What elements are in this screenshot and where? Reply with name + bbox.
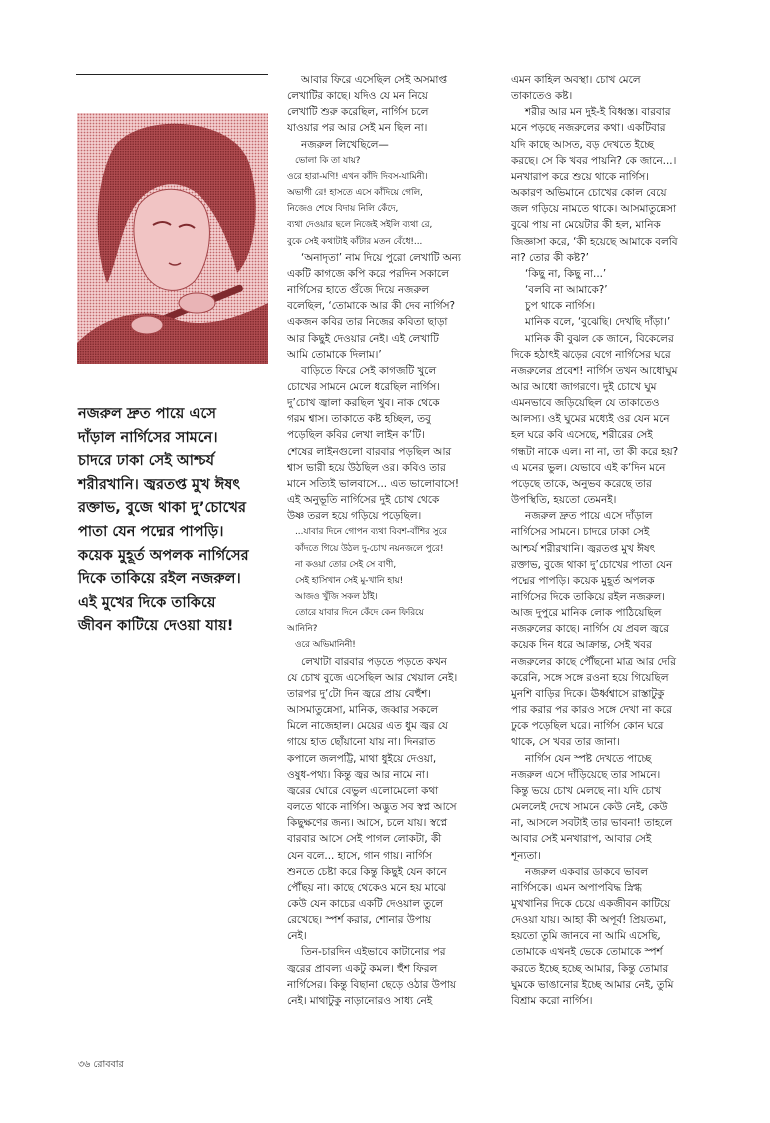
text-line: ওষুধ-পথ্য। কিন্তু জ্বর আর নামে না। bbox=[287, 768, 429, 781]
text-line: লেখাটির কাছে। যদিও যে মন নিয়ে bbox=[287, 90, 428, 103]
text-line: লেখাটি শুরু করেছিল, নার্গিস চলে bbox=[287, 106, 429, 119]
text-line: আমি তোমাকে দিলাম।’ bbox=[287, 348, 382, 361]
text-line: দিকে হঠাৎই ঝড়ের বেগে নার্গিসের ঘরে bbox=[511, 348, 671, 361]
text-line: নজরুল লিখেছিলে— bbox=[301, 138, 389, 151]
text-line: মুখখানির দিকে চেয়ে একজীবন কাটিয়ে bbox=[511, 897, 671, 910]
poem-line: অভাগী রে! হাসতে এসে কাঁদিয়ে গেলি, bbox=[287, 188, 423, 199]
text-line: হল ঘরে কবি এসেছে, শরীরের সেই bbox=[511, 429, 653, 442]
poem-line: সেই হাসিখান সেই মু-খানি হায়! bbox=[295, 575, 404, 586]
text-line: ‘কিছু না, কিছু না...’ bbox=[525, 267, 607, 280]
text-line: মুনশি বাড়ির দিকে। ঊর্ধ্বশ্বাসে রাস্তাটুকু bbox=[511, 687, 665, 700]
pull-quote-line: এই মুখের দিকে তাকিয়ে bbox=[78, 593, 216, 611]
pull-quote-line: শরীরখানি। জ্বরতপ্ত মুখ ঈষৎ bbox=[78, 475, 241, 493]
text-line: উষ্ণ তরল হয়ে গড়িয়ে পড়েছিল। bbox=[287, 510, 422, 523]
text-line: ঢুকে পড়েছিল ঘরে। নার্গিস কোন ঘরে bbox=[511, 720, 664, 733]
text-line: একটি কাগজে কপি করে পরদিন সকালে bbox=[287, 267, 449, 280]
text-line: চোখের সামনে মেলে ধরেছিল নার্গিস। bbox=[287, 380, 440, 393]
text-line: চুপ থাকে নার্গিস। bbox=[525, 300, 596, 313]
text-line: আবার ফিরে এসেছিল সেই অসমাপ্ত bbox=[301, 74, 447, 86]
text-line: মানে সত্যিই ভালবাসে... এত ভালোবাসে! bbox=[287, 477, 460, 490]
text-line: নজরুলের প্রবেশ! নার্গিস তখন আধোঘুম bbox=[511, 364, 678, 377]
poem-line: ওরে অভিমানিনী! bbox=[295, 640, 356, 651]
text-line: শেষের লাইনগুলো বারবার পড়ছিল আর bbox=[287, 445, 452, 458]
text-line: মানিক বলে, ‘বুঝেছি। দেখছি দাঁড়া।’ bbox=[525, 316, 671, 329]
poem-line: না কওয়া তোর সেই সে বাণী, bbox=[295, 559, 397, 570]
poem-line: ব্যথা দেওয়ার ছলে নিজেই সইলি ব্যথা রে, bbox=[287, 220, 433, 231]
article-column-1 bbox=[287, 72, 487, 1009]
pull-quote-line: নজরুল দ্রুত পায়ে এসে bbox=[78, 405, 217, 422]
text-line: তিন-চারদিন এইভাবে কাটানোর পর bbox=[301, 946, 446, 959]
text-line: মেললেই দেখে সামনে কেউ নেই, কেউ bbox=[511, 801, 668, 814]
text-line: ‘বলবি না আমাকে?’ bbox=[525, 284, 608, 297]
text-line: পদ্মের পাপড়ি। কয়েক মুহূর্ত অপলক bbox=[511, 574, 655, 587]
text-line: জ্বরের প্রাবল্য একটু কমল। হুঁশ ফিরল bbox=[287, 962, 438, 975]
text-line: ঘুমকে ভাঙানোর ইচ্ছে আমার নেই, তুমি bbox=[511, 978, 674, 991]
text-line: যে চোখ বুজে এসেছিল আর খেয়াল নেই। bbox=[287, 671, 458, 684]
pull-quote-line: দিকে তাকিয়ে রইল নজরুল। bbox=[78, 570, 241, 588]
pull-quote-line: কয়েক মুহূর্ত অপলক নার্গিসের bbox=[78, 546, 249, 564]
text-line: নার্গিসের। কিন্তু বিছানা ছেড়ে ওঠার উপায় bbox=[287, 978, 456, 991]
text-line: না? তোর কী কষ্ট?’ bbox=[511, 251, 589, 264]
text-line: কিন্তু ভয়ে চোখ মেলছে না। যদি চোখ bbox=[511, 784, 662, 797]
text-line: গরম শ্বাস। তাকাতে কষ্ট হচ্ছিল, তবু bbox=[287, 413, 431, 426]
poem-line: বুকে সেই কথাটাই কাঁটার মতন বেঁধে!... bbox=[287, 236, 423, 247]
text-line: থাকে, সে খবর তার জানা। bbox=[511, 736, 620, 749]
text-line: মিলে নাজেহাল। মেয়ের এত ধুম জ্বর যে bbox=[287, 720, 448, 733]
text-line: রক্তাভ, বুজে থাকা দু’চোখের পাতা যেন bbox=[511, 558, 673, 571]
text-line: এমন কাহিল অবস্থা। চোখ মেলে bbox=[511, 74, 641, 86]
poem-line: নিজেও শেষে বিদায় নিলি কেঁদে, bbox=[287, 204, 399, 215]
text-line: কেউ যেন কাচের একটি দেওয়াল তুলে bbox=[287, 897, 443, 910]
pull-quote-line: জীবন কাটিয়ে দেওয়া যায়! bbox=[78, 617, 234, 635]
text-line: মনে পড়ছে নজরুলের কথা। একটিবার bbox=[511, 122, 666, 135]
text-line: করেনি, সঙ্গে সঙ্গে রওনা হয়ে গিয়েছিল bbox=[511, 671, 669, 684]
text-line: গায়ে হাত ছোঁয়ানো যায় না। দিনরাত bbox=[287, 736, 436, 749]
poem-line: আজও খুঁজি সকল ঠাঁই। bbox=[295, 592, 378, 602]
text-line: করতে ইচ্ছে হচ্ছে আমার, কিন্তু তোমার bbox=[511, 962, 669, 975]
text-line: পড়েছিল কবির লেখা লাইন ক’টি। bbox=[287, 429, 425, 442]
text-line: একজন কবির তার নিজের কবিতা ছাড়া bbox=[287, 316, 448, 329]
text-line: নার্গিসের দিকে তাকিয়ে রইল নজরুল। bbox=[511, 591, 665, 603]
illustration-portrait bbox=[77, 113, 268, 364]
text-line: না, আসলে সবটাই তার ভাবনা! তাহলে bbox=[511, 817, 673, 830]
text-line: তারপর দু’টো দিন জ্বরে প্রায় বেহুঁশ। bbox=[287, 687, 431, 700]
text-line: নজরুল এসে দাঁড়িয়েছে তার সামনে। bbox=[511, 768, 661, 781]
text-line: জল গড়িয়ে নামতে থাকে। আসমাতুন্নেসা bbox=[511, 203, 677, 216]
text-line: পৌঁছয় না। কাছে থেকেও মনে হয় মাঝে bbox=[287, 881, 446, 894]
text-line: বাড়িতে ফিরে সেই কাগজটি খুলে bbox=[301, 364, 437, 377]
text-line: নার্গিসকে। এমন অপাপবিদ্ধ স্নিগ্ধ bbox=[511, 881, 642, 894]
text-line: শুনতে চেষ্টা করে কিন্তু কিছুই যেন কানে bbox=[287, 865, 447, 878]
top-rule bbox=[76, 74, 268, 75]
poem-line: তোরে যাবার দিনে কেঁদে কেন ফিরিয়ে bbox=[295, 608, 424, 619]
poem-line: ওরে হারা-মণি! এখন কাঁদি দিবস-যামিনী। bbox=[287, 171, 428, 182]
text-line: আসমাতুন্নেসা, মানিক, জব্বার সকলে bbox=[287, 704, 439, 717]
text-line: রেখেছে। স্পর্শ করার, শোনার উপায় bbox=[287, 914, 431, 927]
text-line: বলেছিল, ‘তোমাকে আর কী দেব নার্গিস? bbox=[287, 300, 455, 313]
text-line: আর কিছুই দেওয়ার নেই। এই লেখাটি bbox=[287, 332, 439, 345]
text-line: আর আধো জাগরণে। দুই চোখে ঘুম bbox=[511, 380, 657, 393]
page-footer: ৩৬ রোববার bbox=[78, 1059, 124, 1070]
text-line: যেন বলে... হাসে, গান গায়। নার্গিস bbox=[287, 849, 432, 862]
text-line: নজরুলের কাছে। নার্গিস যে প্রবল জ্বরে bbox=[511, 623, 669, 636]
text-line: হয়তো তুমি জানবে না আমি এসেছি, bbox=[511, 930, 661, 943]
text-line: পার করার পর কারও সঙ্গে দেখা না করে bbox=[511, 704, 672, 717]
pull-quote-line: দাঁড়াল নার্গিসের সামনে। bbox=[78, 428, 218, 446]
poem-line: ...যাবার দিনে গোপন ব্যথা বিবশ-বাঁশির সুরে bbox=[295, 527, 447, 538]
text-line: এ মনের ভুল। যেভাবে এই ক’দিন মনে bbox=[511, 461, 666, 474]
text-line: নার্গিস যেন স্পষ্ট দেখতে পাচ্ছে bbox=[525, 752, 652, 765]
text-line: অকারণ অভিমানে চোখের কোল বেয়ে bbox=[511, 187, 667, 200]
text-line: আজ দুপুরে মানিক লোক পাঠিয়েছিল bbox=[511, 607, 662, 620]
text-line: দু’চোখ জ্বালা করছিল খুব। নাক থেকে bbox=[287, 397, 440, 410]
text-line: মনখারাপ করে শুয়ে থাকে নার্গিস। bbox=[511, 170, 649, 183]
text-line: দেওয়া যায়। আহা কী অপূর্ব! প্রিয়তমা, bbox=[511, 914, 667, 927]
text-line: এই অনুভূতি নার্গিসের দুই চোখ থেকে bbox=[287, 494, 440, 507]
text-line: নার্গিসের হাতে গুঁজে দিয়ে নজরুল bbox=[287, 284, 430, 297]
text-line: এমনভাবে জড়িয়েছিল যে তাকাতেও bbox=[511, 397, 660, 410]
pull-quote-line: রক্তাভ, বুজে থাকা দু’চোখের bbox=[78, 499, 246, 517]
text-line: জিজ্ঞাসা করে, ‘কী হয়েছে আমাকে বলবি bbox=[511, 235, 678, 248]
text-line: নজরুল দ্রুত পায়ে এসে দাঁড়াল bbox=[525, 510, 653, 523]
text-line: ‘অনাদৃতা’ নাম দিয়ে পুরো লেখাটি অন্য bbox=[301, 251, 461, 264]
pull-quote bbox=[78, 402, 278, 638]
text-line: কিছুক্ষণের জন্য। আসে, চলে যায়। স্বপ্নে bbox=[287, 817, 448, 830]
text-line: যাওয়ার পর আর সেই মন ছিল না। bbox=[287, 122, 428, 135]
text-line: নজরুল একবার ডাকবে ভাবল bbox=[525, 865, 648, 878]
text-line: বুঝে পায় না মেয়েটার কী হল, মানিক bbox=[511, 219, 661, 232]
text-line: পড়েছে তাকে, অনুভব করেছে তার bbox=[511, 477, 652, 490]
text-line: যদি কাছে আসত, বড় দেখতে ইচ্ছে bbox=[511, 138, 654, 151]
text-line: শ্বাস ভারী হয়ে উঠছিল ওর। কবিও তার bbox=[287, 461, 446, 474]
poem-line: আনিনি? bbox=[287, 624, 318, 635]
text-line: কয়েক দিন ধরে আক্রান্ত, সেই খবর bbox=[511, 639, 652, 652]
pull-quote-line: চাদরে ঢাকা সেই আশ্চর্য bbox=[78, 452, 214, 470]
text-line: আবার সেই মনখারাপ, আবার সেই bbox=[511, 833, 652, 846]
text-line: শরীর আর মন দুই-ই বিধ্বস্ত। বারবার bbox=[525, 106, 671, 119]
text-line: বিশ্রাম করো নার্গিস। bbox=[511, 994, 593, 1007]
text-line: করছে। সে কি খবর পায়নি? কে জানে...। bbox=[511, 154, 677, 167]
text-line: আশ্চর্য শরীরখানি। জ্বরতপ্ত মুখ ঈষৎ bbox=[511, 542, 656, 555]
text-line: কপালে জলপট্টি, মাথা ধুইয়ে দেওয়া, bbox=[287, 752, 437, 765]
text-line: মানিক কী বুঝল কে জানে, বিকেলের bbox=[525, 332, 674, 345]
text-line: নেই। bbox=[287, 930, 307, 943]
text-line: উপস্থিতি, হয়তো তেমনই। bbox=[511, 494, 617, 507]
poem-line: কাঁদতে গিয়ে উঠল দু-চোখ নয়নজলে পুরে! bbox=[295, 543, 444, 554]
text-line: নেই। মাথাটুকু নাড়ানোরও সাধ্য নেই bbox=[287, 994, 433, 1007]
text-line: জ্বরের ঘোরে বেভুল এলোমেলো কথা bbox=[287, 784, 439, 797]
text-line: শূন্যতা। bbox=[511, 849, 541, 862]
text-line: নার্গিসের সামনে। চাদরে ঢাকা সেই bbox=[511, 526, 650, 539]
text-line: আলস্য। ওই ঘুমের মধ্যেই ওর যেন মনে bbox=[511, 413, 670, 426]
pull-quote-line: পাতা যেন পদ্মের পাপড়ি। bbox=[78, 522, 224, 540]
text-line: লেখাটা বারবার পড়তে পড়তে কখন bbox=[301, 655, 447, 668]
article-column-2 bbox=[511, 72, 717, 1009]
poem-line: ভোলা কি তা যায়? bbox=[295, 155, 361, 166]
text-line: বারবার আসে সেই পাগল লোকটা, কী bbox=[287, 833, 442, 846]
text-line: নজরুলের কাছে পৌঁছনো মাত্র আর দেরি bbox=[511, 655, 676, 668]
text-line: গন্ধটা নাকে এল। না না, তা কী করে হয়? bbox=[511, 445, 679, 458]
text-line: তাকাতেও কষ্ট। bbox=[511, 90, 573, 103]
text-line: বলতে থাকে নার্গিস। অদ্ভুত সব স্বপ্ন আসে bbox=[287, 801, 457, 814]
text-line: তোমাকে এখনই ভেকে তোমাকে স্পর্শ bbox=[511, 946, 663, 959]
